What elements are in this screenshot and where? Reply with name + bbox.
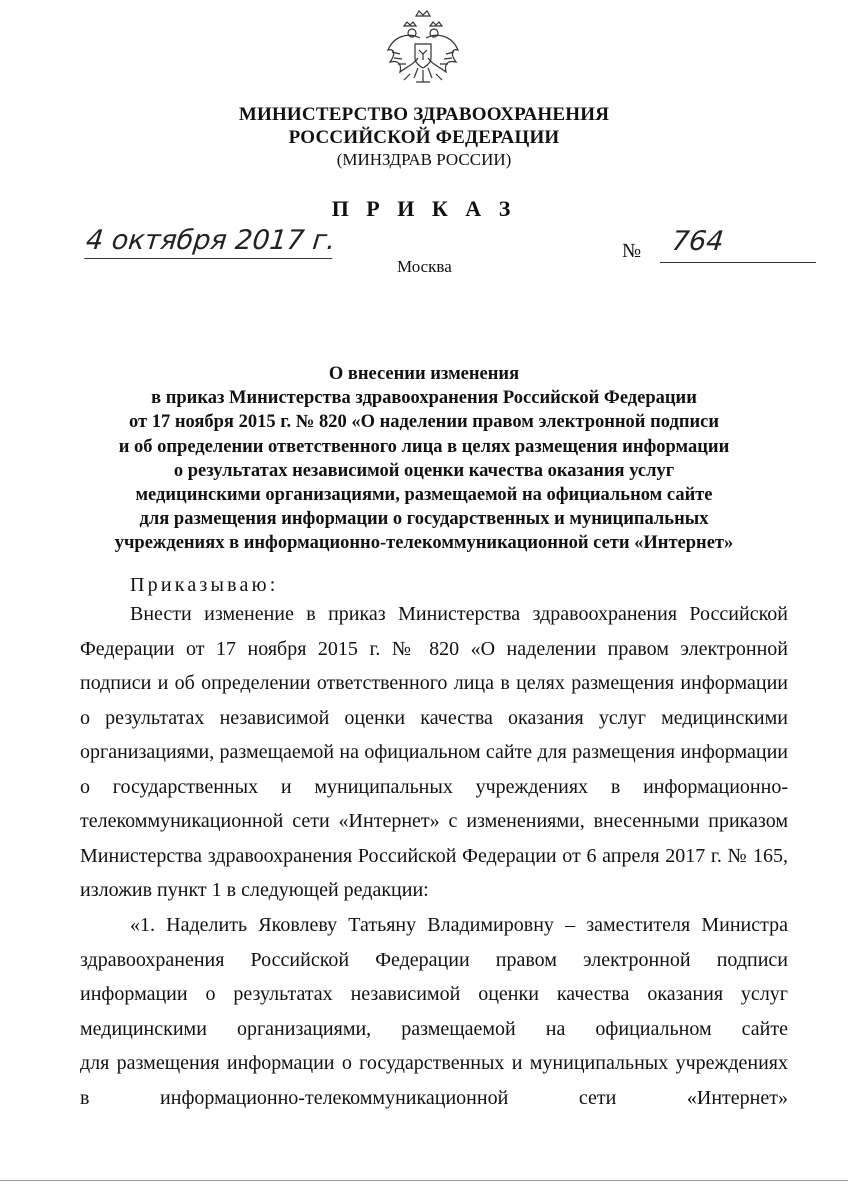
- city-label: Москва: [397, 257, 452, 276]
- subject-line: для размещения информации о государственных и муниципальных: [139, 509, 709, 530]
- paragraph-line: Внести изменение в приказ Министерства здравоохранения Российской: [130, 603, 788, 625]
- paragraph-line: Министерства здравоохранения Российской Федерации от 6 апреля 2017 г. № 165,: [80, 844, 788, 867]
- subject-line: О внесении изменения: [328, 364, 520, 384]
- order-title: П Р И К А З: [331, 196, 517, 221]
- number-sign: №: [622, 240, 642, 262]
- paragraph-point-1: [80, 908, 788, 1115]
- subject-line: от 17 ноября 2015 г. № 820 «О наделении правом электронной подписи: [128, 412, 720, 433]
- paragraph-line: здравоохранения Российской Федерации правом электронной подписи: [80, 948, 788, 971]
- paragraph-line: о государственных и муниципальных учреждениях в информационно-: [80, 775, 788, 798]
- paragraph-line: Федерации от 17 ноября 2015 г. № 820 «О наделении правом электронной: [80, 637, 788, 660]
- ministry-short-name: (МИНЗДРАВ РОССИИ): [336, 150, 512, 169]
- russian-coat-of-arms-icon: [380, 6, 466, 98]
- paragraph-line: изложив пункт 1 в следующей редакции:: [80, 879, 429, 901]
- paragraph-line: организациями, размещаемой на официальном сайте для размещения информации: [80, 741, 788, 763]
- subject-line: о результатах независимой оценки качества оказания услуг: [173, 460, 675, 481]
- paragraph-line: «1. Наделить Яковлеву Татьяну Владимировну – заместителя Министра: [130, 914, 788, 936]
- paragraph-line: о результатах независимой оценки качества оказания услуг медицинскими: [80, 706, 788, 729]
- subject-line: медицинскими организациями, размещаемой на официальном сайте: [135, 485, 713, 506]
- order-directive-word: Приказываю:: [130, 574, 279, 596]
- paragraph-line: телекоммуникационной сети «Интернет» с изменениями, внесенными приказом: [80, 810, 788, 832]
- paragraph-line: для размещения информации о государственных и муниципальных учреждениях: [80, 1052, 788, 1074]
- handwritten-date: 4 октября 2017 г.: [84, 225, 336, 259]
- paragraph-line: информации о результатах независимой оценки качества оказания услуг: [80, 983, 788, 1005]
- page-bottom-edge: [0, 1180, 848, 1181]
- order-subject: [60, 362, 788, 556]
- subject-line: и об определении ответственного лица в целях размещения информации: [118, 436, 730, 457]
- paragraph-line: в информационно-телекоммуникационной сети «Интернет»: [80, 1086, 788, 1109]
- paragraph-line: медицинскими организациями, размещаемой на официальном сайте: [80, 1017, 788, 1040]
- ministry-name-line1: МИНИСТЕРСТВО ЗДРАВООХРАНЕНИЯ: [238, 104, 610, 125]
- paragraph-amendment: [80, 597, 788, 908]
- subject-line: в приказ Министерства здравоохранения Российской Федерации: [151, 388, 697, 409]
- subject-line: учреждениях в информационно-телекоммуникационной сети «Интернет»: [114, 533, 734, 554]
- paragraph-line: подписи и об определении ответственного лица в целях размещения информации: [80, 672, 788, 694]
- ministry-name-line2: РОССИЙСКОЙ ФЕДЕРАЦИИ: [288, 127, 560, 148]
- handwritten-order-number: 764: [670, 226, 726, 257]
